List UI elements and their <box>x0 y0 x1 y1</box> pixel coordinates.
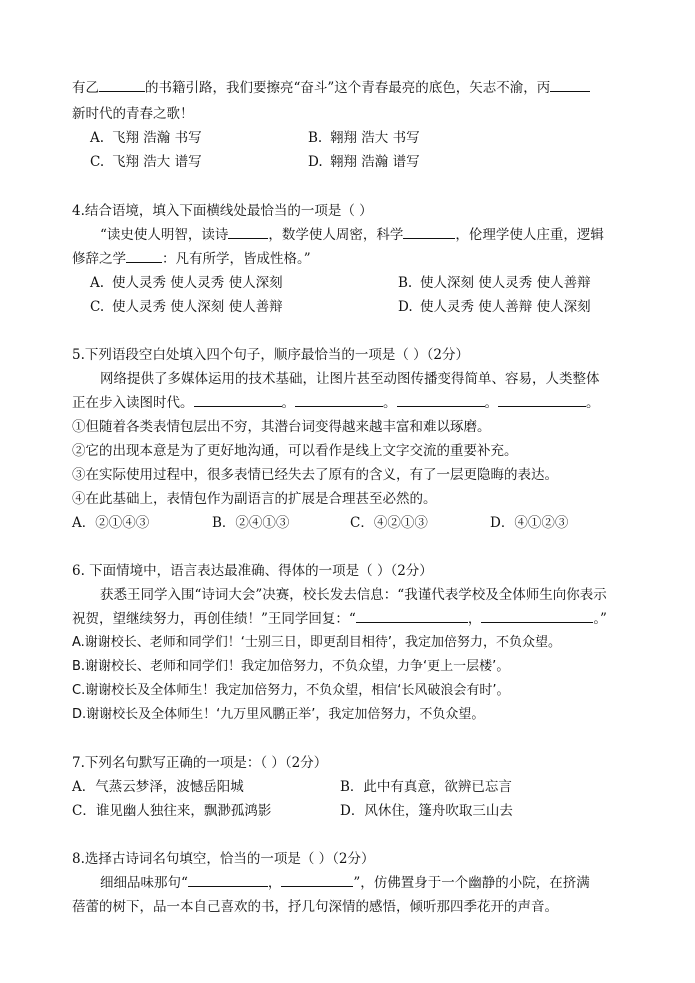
q4-option-d: D. 使人灵秀 使人善辩 使人深刻 <box>398 299 591 315</box>
q8-para-line2: 蓓蕾的树下，品一本自己喜欢的书，抒几句深情的感悟，倾听那四季花开的声音。 <box>72 899 558 915</box>
q6-option-c: C.谢谢校长及全体师生！我定加倍努力，不负众望，相信‘长风破浪会有时’。 <box>72 683 510 698</box>
q5-sentence-4: ④在此基础上，表情包作为副语言的扩展是合理甚至必然的。 <box>72 491 437 507</box>
q3-option-a: A. 飞翔 浩瀚 书写 <box>90 130 202 146</box>
q5-sentence-1: ①但随着各类表情包层出不穷，其潜台词变得越来越丰富和难以琢磨。 <box>72 419 491 435</box>
q5-sentence-3: ③在实际使用过程中，很多表情已经失去了原有的含义，有了一层更隐晦的表达。 <box>72 467 558 483</box>
q4-quote-line1: “读史使人明智，读诗 ，数学使人周密，科学 ，伦理学使人庄重，逻辑 <box>100 227 604 243</box>
q7-option-a: A．气蒸云梦泽，波憾岳阳城 <box>72 779 244 795</box>
blank <box>481 610 593 623</box>
q5-para-line2: 正在步入读图时代。 。 。 。 。 <box>72 395 600 411</box>
blank <box>228 226 268 239</box>
blank <box>281 874 353 887</box>
q5-sentence-2: ②它的出现本意是为了更好地沟通，可以看作是线上文字交流的重要补充。 <box>72 443 518 459</box>
blank <box>188 874 268 887</box>
q7-option-b: B．此中有真意，欲辨已忘言 <box>340 779 512 795</box>
blank <box>356 610 468 623</box>
q5-option-b: B．②④①③ <box>212 515 290 531</box>
q5-option-c: C．④②①③ <box>350 515 428 531</box>
q3-line1 <box>72 79 590 97</box>
blank <box>397 394 485 407</box>
q4-option-c: C. 使人灵秀 使人深刻 使人善辩 <box>90 299 283 315</box>
q6-stem: 6. 下面情境中，语言表达最准确、得体的一项是（ ）（2分） <box>72 563 433 579</box>
blank <box>498 394 586 407</box>
q4-option-b: B. 使人深刻 使人灵秀 使人善辩 <box>398 275 591 291</box>
q3-option-c: C. 飞翔 浩大 谱写 <box>90 154 202 170</box>
q3-text-a: 有乙 <box>72 80 99 96</box>
q4-option-a: A. 使人灵秀 使人灵秀 使人深刻 <box>90 275 283 291</box>
q3-option-d: D. 翱翔 浩瀚 谱写 <box>308 154 420 170</box>
q4-quote-line2: 修辞之学 ：凡有所学，皆成性格。” <box>72 251 311 267</box>
q6-option-d: D.谢谢校长及全体师生！‘九万里风鹏正举’，我定加倍努力，不负众望。 <box>72 707 485 722</box>
q8-stem: 8.选择古诗词名句填空，恰当的一项是（ ）（2分） <box>72 851 375 867</box>
q5-option-a: A．②①④③ <box>72 515 150 531</box>
q6-para-line2: 祝贺，望继续努力，再创佳绩！”王同学回复：“ ， 。” <box>72 611 607 627</box>
q4-stem: 4.结合语境，填入下面横线处最恰当的一项是（ ） <box>72 203 373 219</box>
blank <box>295 394 383 407</box>
q7-stem: 7.下列名句默写正确的一项是：（ ）（2分） <box>72 755 328 771</box>
blank <box>99 79 145 92</box>
q8-para-line1: 细细品味那句“ ， ”，仿佛置身于一个幽静的小院，在挤满 <box>100 875 590 891</box>
q3-line2: 新时代的青春之歌！ <box>72 106 194 122</box>
blank <box>194 394 282 407</box>
q6-option-b: B.谢谢校长、老师和同学们！我定加倍努力，不负众望，力争‘更上一层楼’。 <box>72 659 510 674</box>
q5-stem: 5.下列语段空白处填入四个句子，顺序最恰当的一项是（ ）（2分） <box>72 347 470 363</box>
q7-option-d: D．风休住，篷舟吹取三山去 <box>340 803 513 819</box>
blank <box>403 226 455 239</box>
q6-para-line1: 获悉王同学入围“诗词大会”决赛，校长发去信息：“我谨代表学校及全体师生向你表示 <box>100 587 607 603</box>
blank <box>550 79 590 92</box>
q7-option-c: C．谁见幽人独往来，飘渺孤鸿影 <box>72 803 272 819</box>
q5-option-d: D．④①②③ <box>490 515 569 531</box>
blank <box>126 250 162 263</box>
q3-text-b: 的书籍引路，我们要擦亮“奋斗”这个青春最亮的底色，矢志不渝，丙 <box>145 80 551 96</box>
q6-option-a: A.谢谢校长、老师和同学们！‘士别三日，即更刮目相待’，我定加倍努力，不负众望。 <box>72 635 562 650</box>
q5-para-line1: 网络提供了多媒体运用的技术基础，让图片甚至动图传播变得简单、容易，人类整体 <box>100 371 600 387</box>
q3-option-b: B. 翱翔 浩大 书写 <box>308 130 420 146</box>
